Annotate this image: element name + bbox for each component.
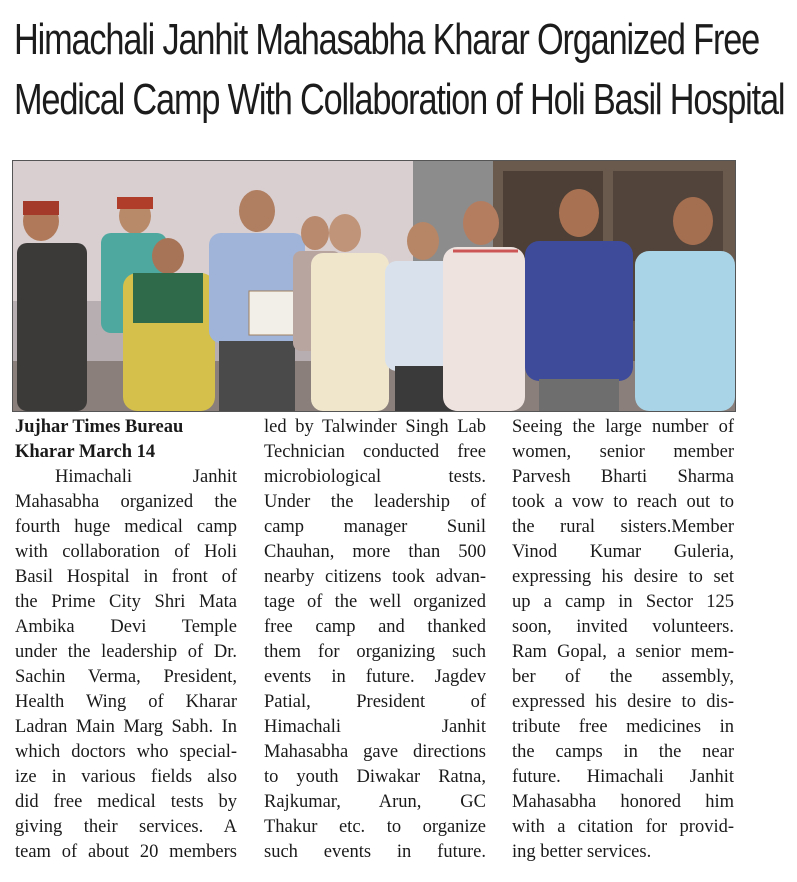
- column-3-line: women, senior member: [512, 442, 734, 462]
- column-3-line: Seeing the large number of: [512, 417, 734, 437]
- column-1-line: Sachin Verma, President,: [15, 667, 237, 687]
- column-3-line: Parvesh Bharti Sharma: [512, 467, 734, 487]
- column-3-line: future. Himachali Janhit: [512, 767, 734, 787]
- byline-bureau: Jujhar Times Bureau: [15, 417, 184, 437]
- column-2-line: Patial, President of: [264, 692, 486, 712]
- column-3-line: expressing his desire to set: [512, 567, 734, 587]
- column-1-line: team of about 20 members: [15, 842, 237, 862]
- column-2-line: to youth Diwakar Ratna,: [264, 767, 486, 787]
- column-1-line: the Prime City Shri Mata: [15, 592, 237, 612]
- column-3-line: the rural sisters.Member: [512, 517, 734, 537]
- column-1-line: Basil Hospital in front of: [15, 567, 237, 587]
- column-3-line: Ram Gopal, a senior mem-: [512, 642, 734, 662]
- column-2-line: them for organizing such: [264, 642, 486, 662]
- column-1-line: Ambika Devi Temple: [15, 617, 237, 637]
- column-2-line: tage of the well organized: [264, 592, 486, 612]
- article-column-3: [512, 415, 734, 865]
- column-2-line: Under the leadership of: [264, 492, 486, 512]
- column-1-line: giving their services. A: [15, 817, 237, 837]
- column-3-line: ing better services.: [512, 842, 652, 862]
- article-column-1: [15, 415, 237, 865]
- column-3-line: expressed his desire to dis-: [512, 692, 734, 712]
- headline: [14, 10, 785, 130]
- column-1-line: with collaboration of Holi: [15, 542, 237, 562]
- article-column-2: [264, 415, 486, 865]
- column-3-line: took a vow to reach out to: [512, 492, 734, 512]
- column-3-line: tribute free medicines in: [512, 717, 734, 737]
- column-2-line: Himachali Janhit: [264, 717, 486, 737]
- column-2-line: events in future. Jagdev: [264, 667, 486, 687]
- headline-line-2: Medical Camp With Collaboration of Holi Basil Hospital: [14, 75, 785, 124]
- column-1-line: Ladran Main Marg Sabh. In: [15, 717, 237, 737]
- column-3-line: Vinod Kumar Guleria,: [512, 542, 734, 562]
- column-2-line: Mahasabha gave directions: [264, 742, 486, 762]
- column-1-line: under the leadership of Dr.: [15, 642, 237, 662]
- column-2-line: such events in future.: [264, 842, 486, 862]
- column-3-line: with a citation for provid-: [512, 817, 734, 837]
- byline-dateline: Kharar March 14: [15, 442, 156, 462]
- column-2-line: free camp and thanked: [264, 617, 486, 637]
- column-3-line: soon, invited volunteers.: [512, 617, 734, 637]
- column-1-line: fourth huge medical camp: [15, 517, 237, 537]
- group-photo-image: [12, 160, 736, 412]
- column-1-line: Mahasabha organized the: [15, 492, 237, 512]
- headline-line-1: Himachali Janhit Mahasabha Kharar Organized Free: [14, 15, 760, 64]
- column-3-line: Mahasabha honored him: [512, 792, 734, 812]
- column-3-line: the camps in the near: [512, 742, 734, 762]
- column-3-line: ber of the assembly,: [512, 667, 734, 687]
- column-2-line: Rajkumar, Arun, GC: [264, 792, 486, 812]
- column-2-line: nearby citizens took advan-: [264, 567, 486, 587]
- column-1-line: which doctors who special-: [15, 742, 237, 762]
- column-1-line: Himachali Janhit: [55, 467, 237, 487]
- column-1-line: did free medical tests by: [15, 792, 237, 812]
- column-2-line: led by Talwinder Singh Lab: [264, 417, 486, 437]
- column-2-line: camp manager Sunil: [264, 517, 486, 537]
- column-2-line: microbiological tests.: [264, 467, 486, 487]
- column-2-line: Chauhan, more than 500: [264, 542, 486, 562]
- column-2-line: Technician conducted free: [264, 442, 486, 462]
- photo-illustration: [13, 161, 735, 411]
- column-1-line: Health Wing of Kharar: [15, 692, 237, 712]
- column-2-line: Thakur etc. to organize: [264, 817, 486, 837]
- column-1-line: ize in various fields also: [15, 767, 237, 787]
- column-3-line: up a camp in Sector 125: [512, 592, 734, 612]
